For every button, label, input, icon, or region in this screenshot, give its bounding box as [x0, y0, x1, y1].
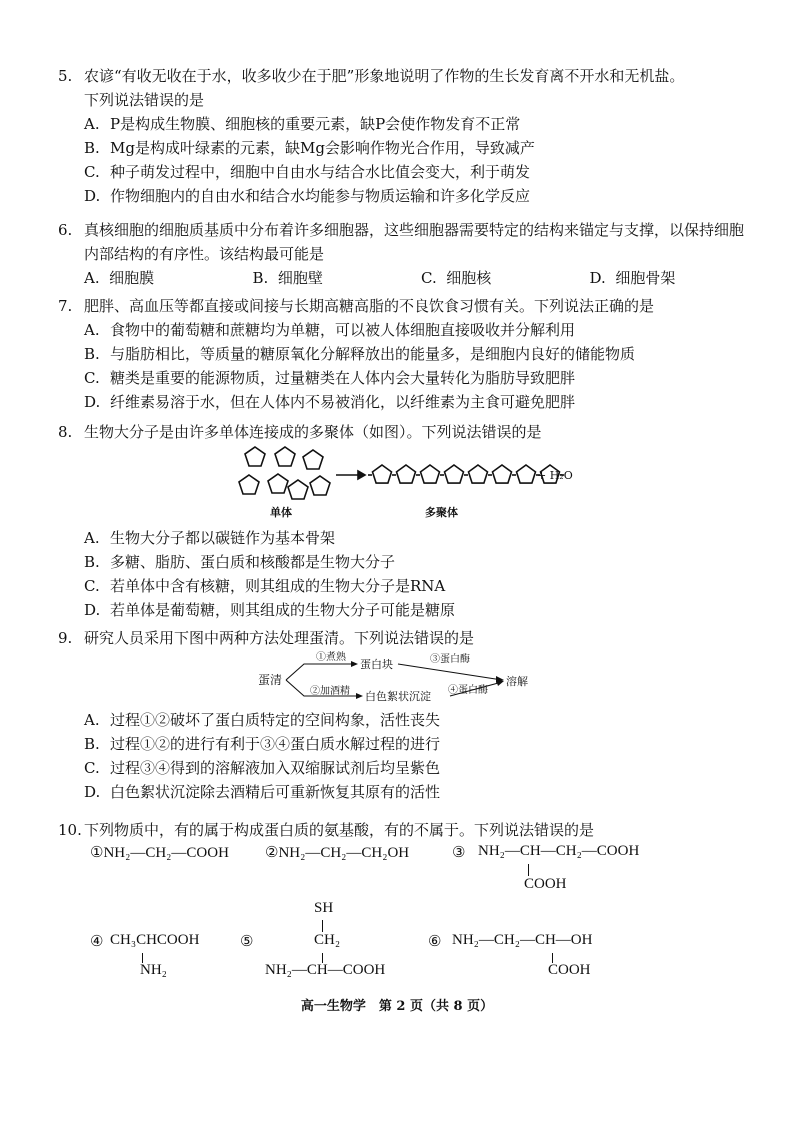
option-b: B. 多糖、脂肪、蛋白质和核酸都是生物大分子 — [84, 553, 396, 571]
option-b: B. Mg是构成叶绿素的元素，缺Mg会影响作物光合作用，导致减产 — [84, 139, 535, 157]
compound-4-side-chain: NH₂ — [140, 962, 167, 978]
polymer-unit — [493, 465, 512, 483]
compound-6-main-chain: NH₂—CH₂—CH—OH — [452, 932, 593, 948]
dissolve-label: 溶解 — [506, 675, 528, 688]
compound-2: ②NH₂—CH₂—CH₂OH — [265, 845, 410, 861]
compound-6-number: ⑥ — [428, 934, 442, 950]
monomer-pentagon — [288, 480, 308, 499]
option-a: A. 细胞膜 — [84, 269, 155, 287]
question-10 — [58, 818, 758, 842]
compound-6-side-chain: COOH — [548, 962, 591, 978]
question-5-stem-line2: 下列说法错误的是 — [84, 91, 205, 109]
option-d: D. 细胞骨架 — [589, 269, 676, 287]
question-number: 6. — [58, 221, 73, 239]
egg-white-process-diagram — [258, 650, 558, 710]
compound-5-main-chain: NH₂—CH—COOH — [265, 962, 386, 978]
monomer-pentagon — [268, 474, 288, 493]
question-number: 8. — [58, 423, 73, 441]
protein-block-label: 蛋白块 — [360, 658, 393, 671]
compound-5-number: ⑤ — [240, 934, 254, 950]
question-8 — [58, 420, 758, 444]
option-a: A. 食物中的葡萄糖和蔗糖均为单糖，可以被人体细胞直接吸收并分解利用 — [84, 321, 576, 339]
polymer-label: 多聚体 — [425, 506, 458, 519]
monomer-pentagon — [239, 475, 259, 494]
compound-3-side-chain: COOH — [524, 876, 567, 892]
option-b: B. 过程①②的进行有利于③④蛋白质水解过程的进行 — [84, 735, 441, 753]
question-6-stem: 6. 真核细胞的细胞质基质中分布着许多细胞器，这些细胞器需要特定的结构来锚定与支撑，以保持细胞内部结构的有序性。该结构最可能是 — [58, 218, 758, 266]
option-c: C. 种子萌发过程中，细胞中自由水与结合水比值会变大，利于萌发 — [84, 163, 531, 181]
step-4-label: ④蛋白酶 — [448, 685, 488, 696]
compound-4-main-chain: CH₃CHCOOH — [110, 932, 200, 948]
monomer-pentagon — [303, 450, 323, 469]
polymer-unit — [397, 465, 416, 483]
monomer-polymer-figure — [230, 442, 590, 522]
option-d: D. 若单体是葡萄糖，则其组成的生物大分子可能是糖原 — [84, 601, 456, 619]
question-7-stem: 7. 肥胖、高血压等都直接或间接与长期高糖高脂的不良饮食习惯有关。下列说法正确的是 — [58, 294, 758, 318]
polymer-unit — [421, 465, 440, 483]
option-d: D. 白色絮状沉淀除去酒精后可重新恢复其原有的活性 — [84, 783, 441, 801]
monomer-label: 单体 — [270, 506, 292, 519]
option-a: A. P是构成生物膜、细胞核的重要元素，缺P会使作物发育不正常 — [84, 115, 521, 133]
question-number: 9. — [58, 629, 73, 647]
question-6 — [58, 218, 758, 290]
question-6-options — [58, 266, 758, 290]
question-10-stem: 10. 下列物质中，有的属于构成蛋白质的氨基酸，有的不属于。下列说法错误的是 — [58, 818, 758, 842]
monomer-pentagon — [310, 476, 330, 495]
option-c: C. 细胞核 — [421, 269, 492, 287]
compound-5-thiol-group: SH — [314, 900, 334, 916]
option-b: B. 与脂肪相比，等质量的糖原氧化分解释放出的能量多，是细胞内良好的储能物质 — [84, 345, 636, 363]
question-5 — [58, 64, 758, 208]
step-1-label: ①煮熟 — [316, 652, 346, 663]
egg-white-label: 蛋清 — [258, 673, 283, 687]
question-7 — [58, 294, 758, 414]
option-a: A. 过程①②破坏了蛋白质特定的空间构象，活性丧失 — [84, 711, 441, 729]
polymer-unit — [469, 465, 488, 483]
page-footer: 高一生物学 第 2 页（共 8 页） — [300, 999, 494, 1014]
bond-line — [528, 864, 529, 876]
question-number: 7. — [58, 297, 73, 315]
compound-3-number: ③ — [452, 845, 466, 861]
question-number: 5. — [58, 67, 73, 85]
bond-line — [322, 920, 323, 932]
compound-3-main-chain: NH₂—CH—CH₂—COOH — [478, 843, 640, 859]
option-d: D. 纤维素易溶于水，但在人体内不易被消化，以纤维素为主食可避免肥胖 — [84, 393, 576, 411]
polymer-unit — [445, 465, 464, 483]
question-number: 10. — [58, 821, 82, 839]
option-c: C. 糖类是重要的能源物质，过量糖类在人体内会大量转化为脂肪导致肥胖 — [84, 369, 576, 387]
step-3-label: ③蛋白酶 — [430, 654, 470, 665]
question-5-stem: 5. 农谚“有收无收在于水，收多收少在于肥”形象地说明了作物的生长发育离不开水和无机盐。 — [58, 64, 758, 88]
white-precipitate-label: 白色絮状沉淀 — [365, 690, 431, 703]
polymer-unit — [517, 465, 536, 483]
compound-4-number: ④ — [90, 934, 104, 950]
polymer-unit — [373, 465, 392, 483]
monomer-pentagon — [275, 447, 295, 466]
polymer-chain — [368, 465, 564, 483]
option-c: C. 若单体中含有核糖，则其组成的生物大分子是RNA — [84, 577, 446, 595]
option-b: B. 细胞壁 — [252, 269, 323, 287]
question-9 — [58, 626, 758, 650]
compound-5-ch2-group: CH₂ — [314, 932, 341, 948]
compound-1: ①NH₂—CH₂—COOH — [90, 845, 229, 861]
monomer-pentagon — [245, 447, 265, 466]
option-a: A. 生物大分子都以碳链作为基本骨架 — [84, 529, 336, 547]
step-2-label: ②加酒精 — [310, 686, 350, 697]
question-9-options — [58, 708, 758, 804]
option-c: C. 过程③④得到的溶解液加入双缩脲试剂后均呈紫色 — [84, 759, 441, 777]
question-9-stem: 9. 研究人员采用下图中两种方法处理蛋清。下列说法错误的是 — [58, 626, 758, 650]
water-label: + H₂O — [537, 469, 573, 482]
question-8-options — [58, 526, 758, 622]
option-d: D. 作物细胞内的自由水和结合水均能参与物质运输和许多化学反应 — [84, 187, 531, 205]
question-8-stem: 8. 生物大分子是由许多单体连接成的多聚体（如图）。下列说法错误的是 — [58, 420, 758, 444]
